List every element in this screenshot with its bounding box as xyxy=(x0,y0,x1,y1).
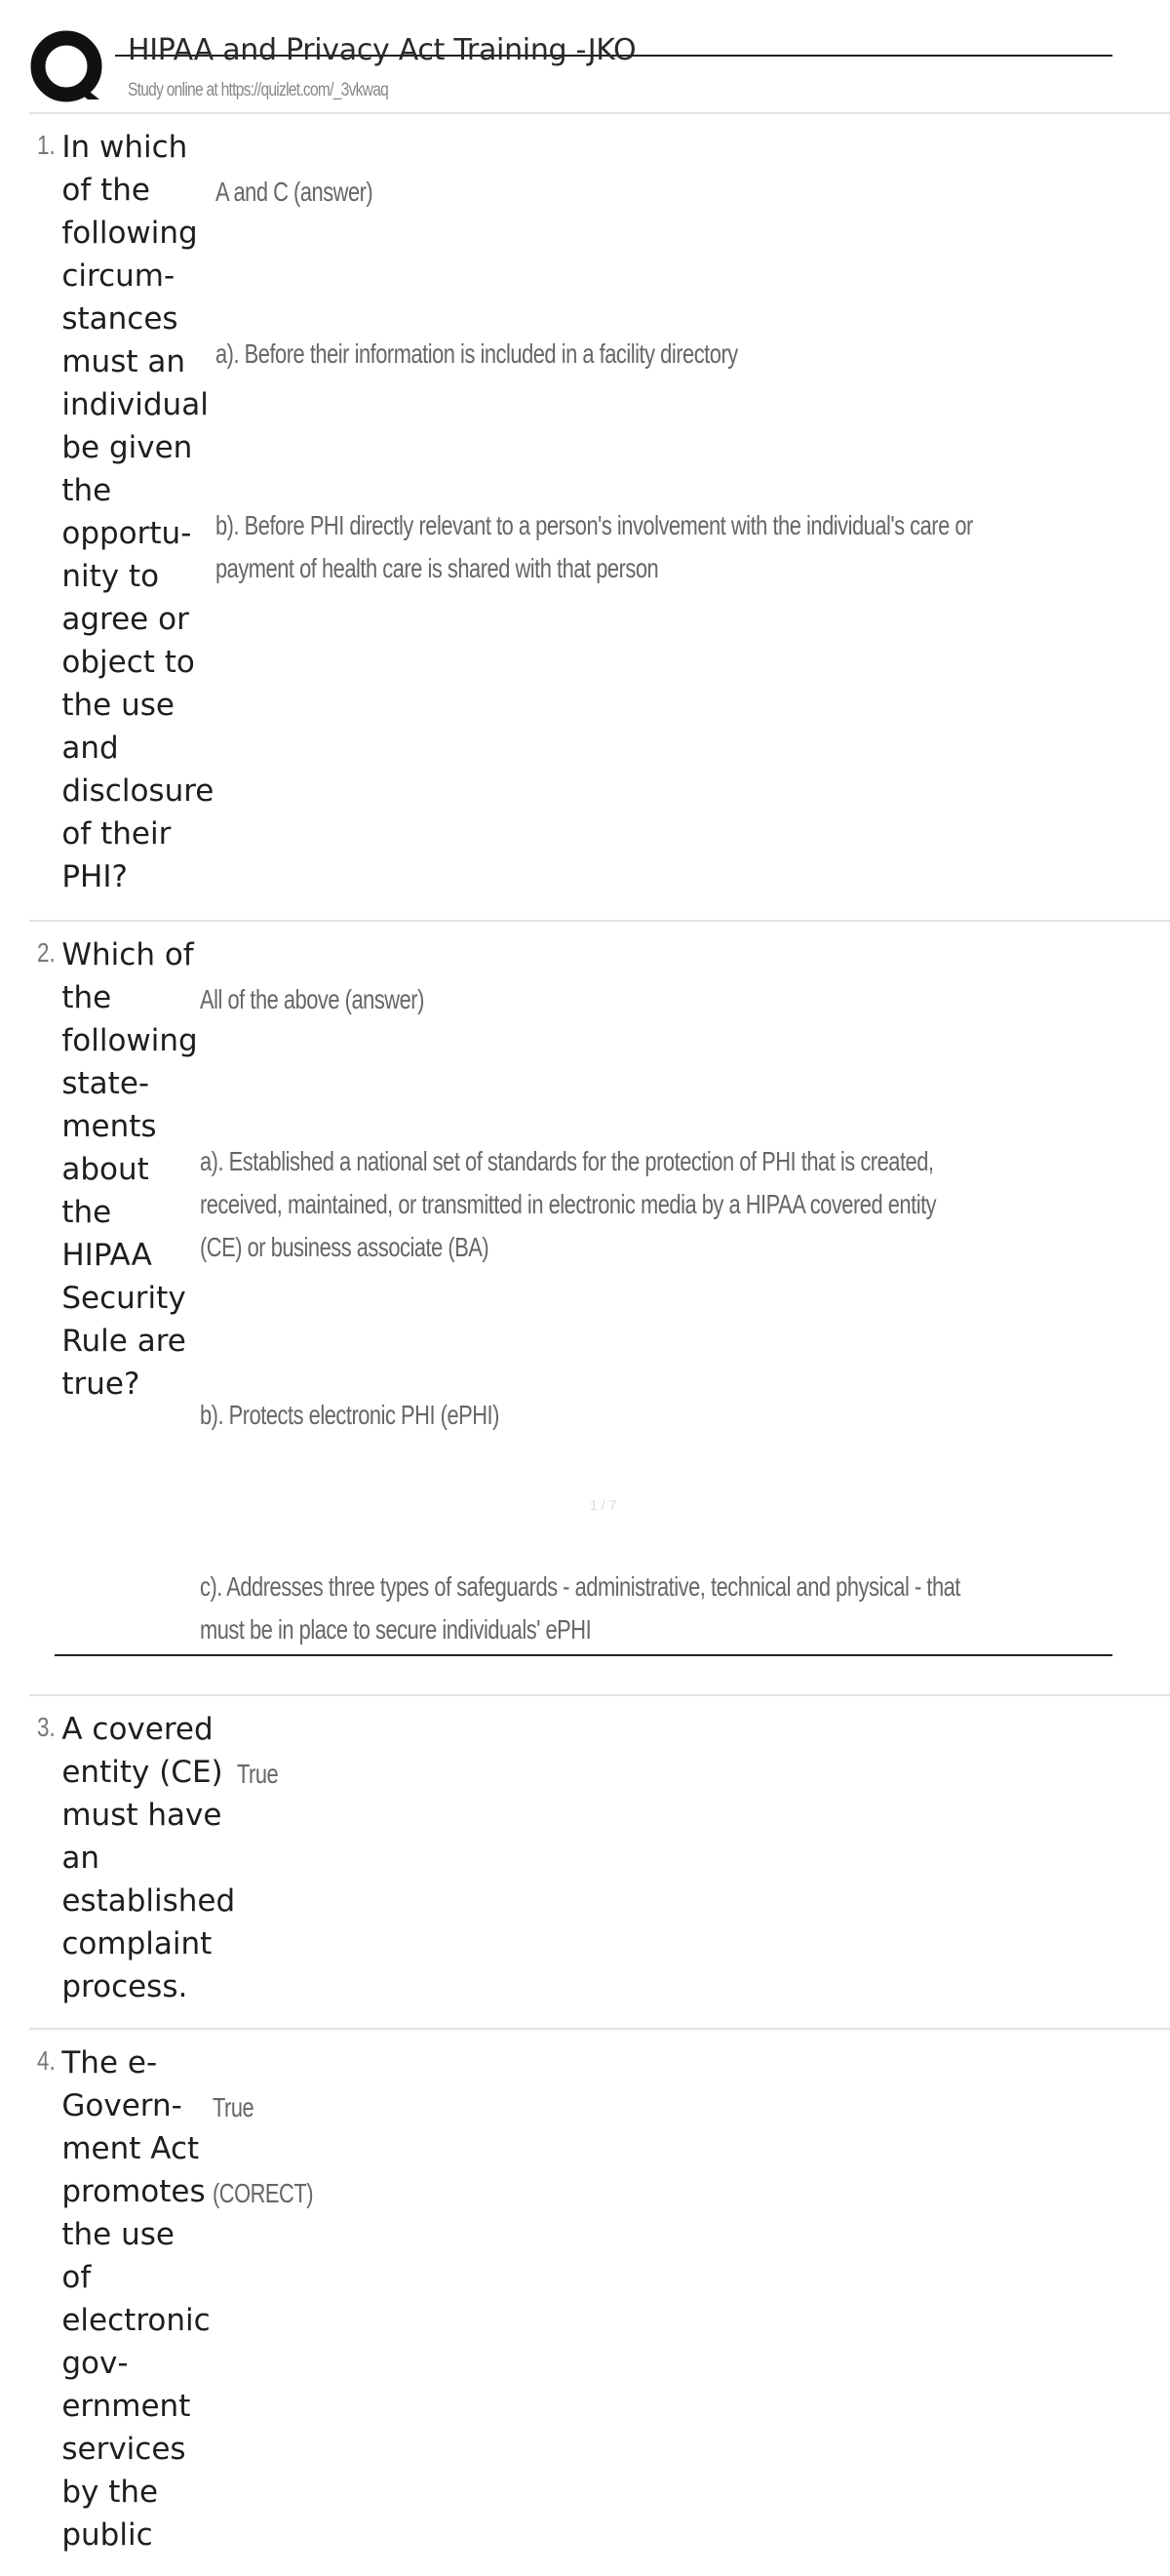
definition-line: (CORECT) xyxy=(212,2178,313,2208)
bottom-rule xyxy=(55,1654,1112,1656)
definition-line: All of the above (answer) xyxy=(199,984,424,1014)
flashcard xyxy=(29,922,1170,1696)
card-number: 3. xyxy=(37,1712,56,1742)
card-definition xyxy=(235,1696,1170,1839)
definition-line xyxy=(200,1312,960,1351)
definition-line: True xyxy=(212,2092,254,2122)
definition-line: a). Established a national set of standards for the protection of PHI that is created, received, maintained, or transmitted in electronic media by a HIPAA covered entity (CE) or business associate (BA) xyxy=(199,1146,936,1262)
page-title: HIPAA and Privacy Act Training -JKO xyxy=(128,33,637,67)
card-term: The e-Government Act promotes the use of electronic government services by the public xyxy=(61,2045,211,2553)
definition-line xyxy=(215,418,976,461)
definition-line: c). Addresses three types of safeguards - administrative, technical and physical - that must be in place to secure individuals' ePHI xyxy=(199,1571,960,1645)
definition-line: b). Protects electronic PHI (ePHI) xyxy=(199,1400,499,1430)
page-number: 1 / 7 xyxy=(590,1497,617,1513)
card-definition xyxy=(211,2030,1170,2258)
definition-line: a). Before their information is included in a facility directory xyxy=(215,338,739,369)
definition-line: True xyxy=(237,1759,279,1789)
card-definition xyxy=(198,922,1170,1694)
flashcard-list xyxy=(29,114,1170,2576)
definition-line xyxy=(200,1064,960,1097)
definition-line xyxy=(200,1480,960,1523)
definition-line xyxy=(215,257,976,290)
card-number: 4. xyxy=(37,2045,56,2076)
card-definition xyxy=(214,114,1170,633)
definition-line: A and C (answer) xyxy=(215,177,373,207)
flashcard xyxy=(29,1696,1170,2030)
definition-line: b). Before PHI directly relevant to a person's involvement with the individual's care or payment of health care is shared with that person xyxy=(215,510,974,583)
flashcard xyxy=(29,114,1170,922)
card-number: 1. xyxy=(37,130,56,160)
card-term: In which of the following circumstances must an individual be given the opportunity to agree or object to the use and disclosure of their PHI? xyxy=(61,130,214,894)
quizlet-logo-icon xyxy=(29,29,107,107)
flashcard xyxy=(29,2030,1170,2576)
card-term: Which of the following statements about the HIPAA Security Rule are true? xyxy=(61,937,198,1402)
card-term: A covered entity (CE) must have an established complaint process. xyxy=(61,1712,236,2004)
card-number: 2. xyxy=(37,937,56,968)
study-online-link[interactable]: Study online at https://quizlet.com/_3vkwaq xyxy=(128,80,389,100)
